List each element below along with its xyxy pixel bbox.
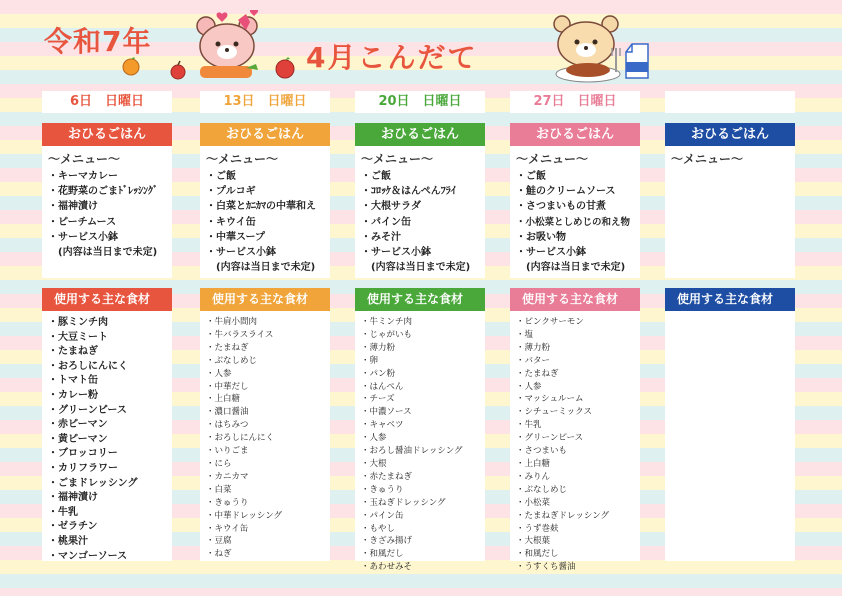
ingredient-item: ・ ゼラチン — [48, 520, 168, 535]
ingredient-item: ・ 大根葉 — [516, 535, 636, 548]
menu-column-2 — [200, 91, 330, 561]
menu-heading: 〜メニュー〜 — [516, 152, 589, 166]
ingredients-header: 使用する主な食材 — [665, 288, 795, 311]
ingredient-item: ・ 薄力粉 — [516, 342, 636, 355]
ingredient-item: ・ 上白糖 — [516, 458, 636, 471]
ingredient-item: ・ 中華ドレッシング — [206, 510, 326, 523]
ingredient-item: ・ 卵 — [361, 355, 481, 368]
date-label: 13日 日曜日 — [200, 91, 330, 113]
ingredient-item: ・ 赤ピーマン — [48, 418, 168, 433]
menu-item: ・ キーマカレー — [48, 169, 166, 184]
ingredient-item: ・ 人参 — [361, 432, 481, 445]
carrot-icon — [272, 56, 298, 80]
ingredient-item: ・ 和風だし — [361, 548, 481, 561]
menu-item: ・ 花野菜のごまﾄﾞﾚｯｼﾝｸﾞ — [48, 184, 166, 199]
menu-column-3 — [355, 91, 485, 573]
ingredient-item: ・ 牛乳 — [48, 506, 168, 521]
menu-heading: 〜メニュー〜 — [671, 152, 744, 166]
ingredient-item: ・ パン粉 — [361, 368, 481, 381]
ingredient-item: ・ もやし — [361, 523, 481, 536]
lunch-header: おひるごはん — [510, 123, 640, 146]
menu-item: ・ ご飯 — [206, 169, 324, 184]
ingredients-box — [510, 311, 640, 573]
bear-with-cutlery-icon — [548, 12, 632, 84]
ingredients-box — [42, 311, 172, 561]
ingredient-item: ・ パイン缶 — [361, 510, 481, 523]
ingredients-box — [355, 311, 485, 573]
date-label — [665, 91, 795, 113]
menu-item: ・ ご飯 — [361, 169, 479, 184]
ingredient-item: ・ うすくち醤油 — [516, 561, 636, 574]
ingredient-item: ・ カリフラワー — [48, 462, 168, 477]
menu-column-5 — [665, 91, 795, 561]
bear-with-bow-icon — [186, 10, 270, 82]
ingredient-item: ・ 大根 — [361, 458, 481, 471]
ingredients-header: 使用する主な食材 — [42, 288, 172, 311]
ingredient-item: ・ ピンクサーモン — [516, 316, 636, 329]
ingredient-item: ・ グリーンピース — [516, 432, 636, 445]
menu-box — [665, 146, 795, 278]
ingredient-item: ・ きざみ揚げ — [361, 535, 481, 548]
menu-item: ・ ピーチムース — [48, 215, 166, 230]
menu-item: ・ パイン缶 — [361, 215, 479, 230]
ingredient-item: ・ キウイ缶 — [206, 523, 326, 536]
ingredient-item: ・ 牛乳 — [516, 419, 636, 432]
ingredient-item: ・ おろしにんにく — [48, 360, 168, 375]
menu-note: (内容は当日まで未定) — [58, 247, 158, 259]
menu-item: ・ 福神漬け — [48, 199, 166, 214]
date-label: 6日 日曜日 — [42, 91, 172, 113]
ingredient-item: ・ ねぎ — [206, 548, 326, 561]
ingredient-item: ・ バター — [516, 355, 636, 368]
menu-heading: 〜メニュー〜 — [206, 152, 279, 166]
ingredient-item: ・ きゅうり — [206, 497, 326, 510]
menu-heading: 〜メニュー〜 — [361, 152, 434, 166]
menu-box — [42, 146, 172, 278]
ingredient-item: ・ みりん — [516, 471, 636, 484]
ingredient-item: ・ ぶなしめじ — [206, 355, 326, 368]
menu-heading: 〜メニュー〜 — [48, 152, 121, 166]
ingredient-item: ・ おろし醤油ドレッシング — [361, 445, 481, 458]
lunch-header: おひるごはん — [665, 123, 795, 146]
ingredient-item: ・ ごまドレッシング — [48, 477, 168, 492]
ingredient-item: ・ ブロッコリー — [48, 447, 168, 462]
menu-box — [355, 146, 485, 278]
menu-item: ・ ご飯 — [516, 169, 634, 184]
milk-carton-icon — [622, 42, 652, 80]
ingredient-item: ・ 大豆ミート — [48, 331, 168, 346]
menu-note: (内容は当日まで未定) — [526, 262, 626, 274]
ingredient-item: ・ 桃果汁 — [48, 535, 168, 550]
apple-icon — [168, 60, 188, 80]
ingredient-item: ・ きゅうり — [361, 484, 481, 497]
ingredient-item: ・ 濃口醤油 — [206, 406, 326, 419]
menu-note: (内容は当日まで未定) — [216, 262, 316, 274]
menu-item: ・ 大根サラダ — [361, 199, 479, 214]
ingredient-item: ・ いりごま — [206, 445, 326, 458]
ingredient-item: ・ 人参 — [206, 368, 326, 381]
ingredient-item: ・ うず巻麸 — [516, 523, 636, 536]
lunch-header: おひるごはん — [355, 123, 485, 146]
ingredient-item: ・ キャベツ — [361, 419, 481, 432]
ingredient-item: ・ おろしにんにく — [206, 432, 326, 445]
ingredient-item: ・ 人参 — [516, 381, 636, 394]
menu-item: ・ 小松菜としめじの和え物 — [516, 215, 634, 230]
ingredient-item: ・ 福神漬け — [48, 491, 168, 506]
ingredient-item: ・ はんぺん — [361, 381, 481, 394]
menu-item: ・ 中華スープ — [206, 230, 324, 245]
ingredient-item: ・ 上白糖 — [206, 393, 326, 406]
ingredient-item: ・ 白菜 — [206, 484, 326, 497]
menu-column-4 — [510, 91, 640, 573]
menu-item: ・ サービス小鉢 — [516, 245, 634, 260]
menu-box — [200, 146, 330, 278]
orange-icon — [120, 56, 142, 76]
ingredient-item: ・ 黄ピーマン — [48, 433, 168, 448]
ingredient-item: ・ 牛肩小間肉 — [206, 316, 326, 329]
ingredient-item: ・ たまねぎ — [206, 342, 326, 355]
date-label: 20日 日曜日 — [355, 91, 485, 113]
lunch-header: おひるごはん — [42, 123, 172, 146]
ingredient-item: ・ トマト缶 — [48, 374, 168, 389]
ingredient-item: ・ マッシュルーム — [516, 393, 636, 406]
menu-item: ・ さつまいもの甘煮 — [516, 199, 634, 214]
ingredient-item: ・ シチューミックス — [516, 406, 636, 419]
menu-item: ・ ｺﾛｯｹ＆はんぺんﾌﾗｲ — [361, 184, 479, 199]
ingredient-item: ・ さつまいも — [516, 445, 636, 458]
ingredient-item: ・ 豆腐 — [206, 535, 326, 548]
menu-item: ・ みそ汁 — [361, 230, 479, 245]
ingredient-item: ・ ぶなしめじ — [516, 484, 636, 497]
ingredient-item: ・ 赤たまねぎ — [361, 471, 481, 484]
era-year-title: 令和7年 — [44, 25, 152, 58]
ingredient-item: ・ 牛バラスライス — [206, 329, 326, 342]
menu-item: ・ サービス小鉢 — [48, 230, 166, 245]
menu-item: ・ キウイ缶 — [206, 215, 324, 230]
ingredient-item: ・ にら — [206, 458, 326, 471]
menu-column-1 — [42, 91, 172, 561]
ingredient-item: ・ 中濃ソース — [361, 406, 481, 419]
ingredient-item: ・ カレー粉 — [48, 389, 168, 404]
ingredient-item: ・ 薄力粉 — [361, 342, 481, 355]
ingredient-item: ・ カニカマ — [206, 471, 326, 484]
menu-item: ・ プルコギ — [206, 184, 324, 199]
menu-item: ・ サービス小鉢 — [361, 245, 479, 260]
ingredient-item: ・ 中華だし — [206, 381, 326, 394]
ingredient-item: ・ グリーンピース — [48, 404, 168, 419]
ingredient-item: ・ 塩 — [516, 329, 636, 342]
menu-item: ・ 白菜とｶﾆｶﾏの中華和え — [206, 199, 324, 214]
menu-note: (内容は当日まで未定) — [371, 262, 471, 274]
ingredients-box — [200, 311, 330, 561]
menu-item: ・ 鮭のクリームソース — [516, 184, 634, 199]
ingredient-item: ・ はちみつ — [206, 419, 326, 432]
date-label: 27日 日曜日 — [510, 91, 640, 113]
ingredient-item: ・ 豚ミンチ肉 — [48, 316, 168, 331]
ingredients-header: 使用する主な食材 — [200, 288, 330, 311]
ingredient-item: ・ たまねぎドレッシング — [516, 510, 636, 523]
ingredient-item: ・ マンゴーソース — [48, 550, 168, 565]
menu-item: ・ お吸い物 — [516, 230, 634, 245]
ingredients-header: 使用する主な食材 — [355, 288, 485, 311]
lunch-header: おひるごはん — [200, 123, 330, 146]
ingredients-box — [665, 311, 795, 561]
ingredient-item: ・ あわせみそ — [361, 561, 481, 574]
ingredient-item: ・ 和風だし — [516, 548, 636, 561]
ingredients-header: 使用する主な食材 — [510, 288, 640, 311]
ingredient-item: ・ 牛ミンチ肉 — [361, 316, 481, 329]
ingredient-item: ・ 玉ねぎドレッシング — [361, 497, 481, 510]
page-title: 4月こんだて — [306, 41, 478, 74]
ingredient-item: ・ たまねぎ — [48, 345, 168, 360]
menu-item: ・ サービス小鉢 — [206, 245, 324, 260]
ingredient-item: ・ チーズ — [361, 393, 481, 406]
ingredient-item: ・ 小松菜 — [516, 497, 636, 510]
menu-box — [510, 146, 640, 278]
ingredient-item: ・ じゃがいも — [361, 329, 481, 342]
ingredient-item: ・ たまねぎ — [516, 368, 636, 381]
